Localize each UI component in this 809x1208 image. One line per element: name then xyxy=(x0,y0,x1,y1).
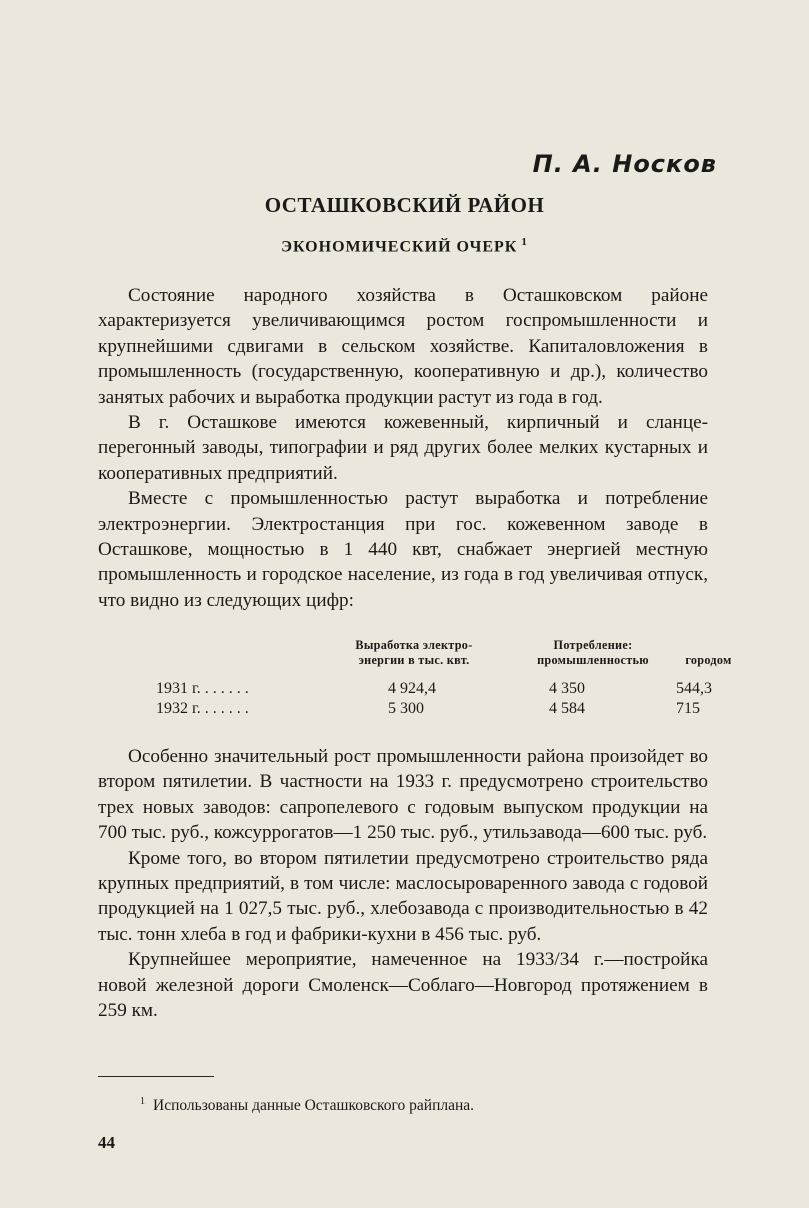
header-line: энергии в тыс. квт. xyxy=(358,653,470,667)
author-name: П. А. Носков xyxy=(532,150,717,178)
subtitle-footnote-ref: 1 xyxy=(521,236,528,248)
footnote-mark: 1 xyxy=(140,1096,145,1107)
table-header-city: городом xyxy=(685,653,732,667)
table-header-production xyxy=(329,638,499,668)
paragraph: В г. Осташкове имеются кожевенный, кирпичный и сланце-перегонный заводы, типографии и ряд других более мелких кустарных и кооперативных предприятий. xyxy=(98,412,708,484)
page-subtitle xyxy=(0,236,809,256)
paragraph: Особенно значительный рост промышленности района произойдет во втором пятилетии. В частности на 1933 г. предусмотрено строительство трех новых заводов: сапропелевого с годовым выпуском продукции на 700 тыс. руб., кожсуррогатов—1 250 тыс. руб., утильзавода—600 тыс. руб. xyxy=(98,746,708,844)
paragraph: Кроме того, во втором пятилетии предусмотрено строительство ряда крупных предприятий, в том числе: маслосыроваренного завода с годовой продукцией на 1 027,5 тыс. руб., хлебозавода с производительностью в 42 тыс. тонн хлеба в год и фабрики-кухни в 456 тыс. руб. xyxy=(98,847,708,945)
cell-city: 544,3 xyxy=(676,680,712,697)
paragraph: Крупнейшее мероприятие, намеченное на 1933/34 г.—постройка новой железной дороги Смоленск—Соблаго—Новгород протяжением в 259 км. xyxy=(98,949,708,1022)
paragraph: Вместе с промышленностью растут выработка и потребление электроэнергии. Электростанция при гос. кожевенном заводе в Осташкове, мощностью в 1 440 квт, снабжает энергией местную промышленность и городское население, из года в год увеличивая отпуск, что видно из следующих цифр: xyxy=(98,488,708,611)
cell-year: 1931 г. . . . . . . xyxy=(156,680,249,697)
table-header-industry: промышленностью xyxy=(537,653,649,667)
table-row xyxy=(98,680,743,700)
cell-industry: 4 350 xyxy=(549,680,585,697)
body-text-top xyxy=(98,283,708,613)
footnote-divider xyxy=(98,1076,214,1077)
footnote xyxy=(140,1096,474,1115)
body-text-bottom xyxy=(98,744,708,1023)
paragraph: Состояние народного хозяйства в Осташковском районе характеризуется увеличивающимся ростом госпромышленности и крупнейшими сдвигами в сельском хозяйстве. Капиталовложения в промышленность (государственную, кооперативную и др.), количество занятых рабочих и выработка продукции растут из года в год. xyxy=(98,285,708,408)
cell-production: 4 924,4 xyxy=(388,680,436,697)
page-number: 44 xyxy=(98,1133,115,1152)
table-header-consumption: Потребление: xyxy=(553,638,633,652)
cell-city: 715 xyxy=(676,700,700,717)
cell-production: 5 300 xyxy=(388,700,424,717)
footnote-text: Использованы данные Осташковского райплана. xyxy=(153,1097,475,1115)
header-line: Выработка электро- xyxy=(355,638,473,652)
subtitle-text: ЭКОНОМИЧЕСКИЙ ОЧЕРК xyxy=(281,238,518,256)
table-row xyxy=(98,700,743,720)
page-title: ОСТАШКОВСКИЙ РАЙОН xyxy=(264,193,545,217)
cell-industry: 4 584 xyxy=(549,700,585,717)
cell-year: 1932 г. . . . . . . xyxy=(156,700,249,717)
